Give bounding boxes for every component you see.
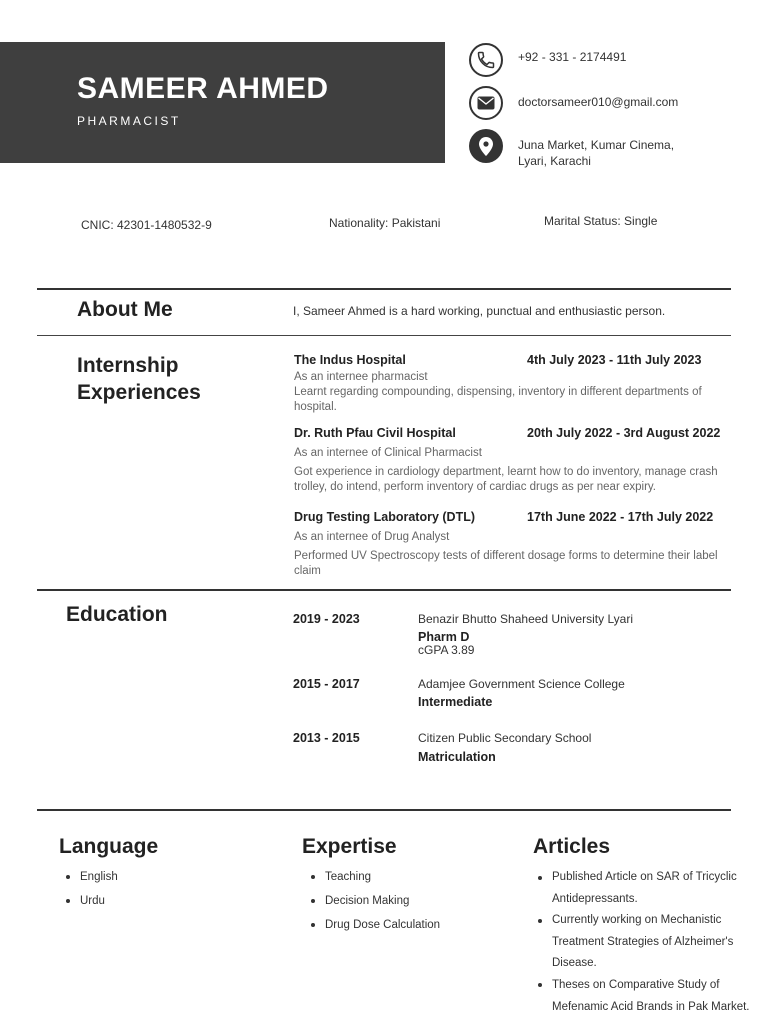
internship-item bbox=[294, 426, 749, 495]
expertise-item: Teaching bbox=[311, 865, 440, 889]
education-gpa: cGPA 3.89 bbox=[418, 643, 475, 657]
email-address: doctorsameer010@gmail.com bbox=[518, 95, 679, 109]
education-years: 2013 - 2015 bbox=[293, 731, 360, 745]
internship-dates: 17th June 2022 - 17th July 2022 bbox=[527, 510, 714, 524]
language-item: English bbox=[66, 865, 118, 889]
education-school: Citizen Public Secondary School bbox=[418, 731, 592, 745]
address-line-1: Juna Market, Kumar Cinema, bbox=[518, 138, 675, 152]
internship-dates: 4th July 2023 - 11th July 2023 bbox=[527, 353, 702, 367]
internship-desc: Performed UV Spectroscopy tests of different dosage forms to determine their label claim bbox=[294, 550, 718, 577]
phone-icon bbox=[469, 43, 503, 77]
internship-dates: 20th July 2022 - 3rd August 2022 bbox=[527, 426, 721, 440]
marital-status: Marital Status: Single bbox=[544, 214, 658, 228]
divider bbox=[37, 809, 731, 811]
divider bbox=[37, 589, 731, 591]
internship-title-line1: Internship bbox=[77, 354, 179, 377]
about-text: I, Sameer Ahmed is a hard working, punctual and enthusiastic person. bbox=[293, 304, 666, 318]
internship-item bbox=[294, 353, 749, 415]
cnic: CNIC: 42301-1480532-9 bbox=[81, 218, 212, 232]
education-degree: Matriculation bbox=[418, 750, 496, 764]
expertise-title: Expertise bbox=[302, 835, 397, 858]
internship-place: Drug Testing Laboratory (DTL) bbox=[294, 510, 476, 524]
internship-desc: Learnt regarding compounding, dispensing, inventory in different departments of hospital. bbox=[294, 386, 702, 413]
internship-role: As an internee of Drug Analyst bbox=[294, 531, 450, 543]
articles-title: Articles bbox=[533, 835, 611, 858]
article-item: Currently working on Mechanistic Treatment Strategies of Alzheimer's Disease. bbox=[538, 910, 760, 975]
internship-desc: Got experience in cardiology department, learnt how to do inventory, manage crash trolley, do intend, perform inventory of cardiac drugs as per near expiry. bbox=[294, 466, 718, 493]
phone-number: +92 - 331 - 2174491 bbox=[518, 50, 627, 64]
internship-place: The Indus Hospital bbox=[294, 353, 406, 367]
candidate-name: SAMEER AHMED bbox=[77, 72, 329, 105]
articles-list bbox=[538, 867, 760, 1018]
education-years: 2019 - 2023 bbox=[293, 612, 360, 626]
location-pin-icon bbox=[469, 129, 503, 163]
mail-icon bbox=[469, 86, 503, 120]
internship-item bbox=[294, 510, 749, 579]
internship-place: Dr. Ruth Pfau Civil Hospital bbox=[294, 426, 456, 440]
nationality: Nationality: Pakistani bbox=[329, 216, 441, 230]
expertise-item: Decision Making bbox=[311, 889, 440, 913]
about-title: About Me bbox=[77, 298, 173, 321]
address-line-2: Lyari, Karachi bbox=[518, 154, 591, 168]
education-degree: Intermediate bbox=[418, 695, 493, 709]
divider bbox=[37, 288, 731, 290]
education-degree: Pharm D bbox=[418, 630, 470, 644]
expertise-item: Drug Dose Calculation bbox=[311, 913, 440, 937]
internship-role: As an internee of Clinical Pharmacist bbox=[294, 447, 482, 459]
education-school: Benazir Bhutto Shaheed University Lyari bbox=[418, 612, 634, 626]
education-title: Education bbox=[66, 603, 168, 626]
education-years: 2015 - 2017 bbox=[293, 677, 360, 691]
internship-role: As an internee pharmacist bbox=[294, 371, 428, 383]
internship-title-line2: Experiences bbox=[77, 381, 201, 404]
candidate-title: PHARMACIST bbox=[77, 114, 181, 128]
article-item: Theses on Comparative Study of Mefenamic Acid Brands in Pak Market. bbox=[538, 975, 760, 1018]
expertise-list bbox=[311, 865, 440, 937]
article-item: Published Article on SAR of Tricyclic Antidepressants. bbox=[538, 867, 760, 910]
language-list bbox=[66, 865, 118, 913]
education-school: Adamjee Government Science College bbox=[418, 677, 625, 691]
divider bbox=[37, 335, 731, 336]
language-title: Language bbox=[59, 835, 159, 858]
language-item: Urdu bbox=[66, 889, 118, 913]
